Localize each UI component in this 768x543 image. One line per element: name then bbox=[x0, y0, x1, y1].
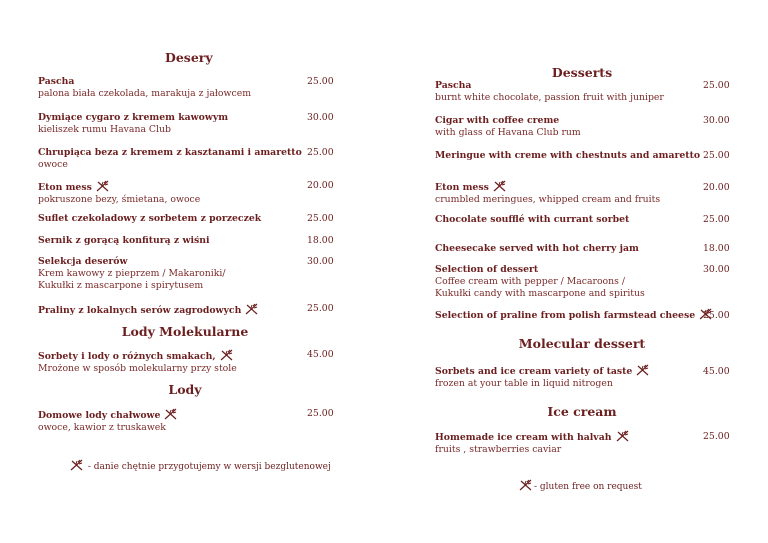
section-heading-ice-cream: Ice cream bbox=[547, 404, 617, 419]
menu-item: Eton mess crumbled meringues, whipped cream and fruits bbox=[435, 182, 661, 205]
menu-item: Dymiące cygaro z kremem kawowym kieliszek rumu Havana Club bbox=[38, 112, 229, 135]
item-price: 18.00 bbox=[307, 235, 334, 246]
item-price: 25.00 bbox=[307, 408, 334, 419]
gluten-free-note: - danie chętnie przygotujemy w wersji bezglutenowej bbox=[66, 459, 331, 472]
item-price: 25.00 bbox=[703, 150, 730, 161]
item-price: 25.00 bbox=[703, 214, 730, 225]
gluten-free-icon bbox=[635, 364, 651, 376]
menu-item: Cheesecake served with hot cherry jam bbox=[435, 243, 639, 254]
gluten-free-icon bbox=[244, 303, 260, 315]
menu-item: Pascha burnt white chocolate, passion fruit with juniper bbox=[435, 80, 664, 103]
menu-item: Meringue with creme with chestnuts and amaretto bbox=[435, 150, 701, 161]
item-price: 45.00 bbox=[703, 366, 730, 377]
item-price: 45.00 bbox=[307, 349, 334, 360]
gluten-free-icon bbox=[518, 479, 534, 491]
item-price: 25.00 bbox=[703, 431, 730, 442]
menu-item: Selection of praline from polish farmstead cheese bbox=[435, 308, 714, 322]
menu-item: Praliny z lokalnych serów zagrodowych bbox=[38, 303, 260, 317]
menu-item: Selection of dessert Coffee cream with pepper / Macaroons / Kukułki candy with mascarpone and spiritus bbox=[435, 264, 645, 299]
gluten-free-icon bbox=[163, 408, 179, 420]
menu-item: Sernik z gorącą konfiturą z wiśni bbox=[38, 235, 210, 246]
item-price: 20.00 bbox=[703, 182, 730, 193]
item-price: 25.00 bbox=[307, 147, 334, 158]
gluten-free-icon bbox=[219, 349, 235, 361]
item-price: 30.00 bbox=[307, 256, 334, 267]
item-price: 30.00 bbox=[703, 264, 730, 275]
section-heading-lody: Lody bbox=[168, 382, 202, 397]
gluten-free-icon bbox=[69, 459, 85, 471]
menu-item: Suflet czekoladowy z sorbetem z porzeczek bbox=[38, 213, 262, 224]
section-heading-desserts: Desserts bbox=[551, 65, 613, 80]
menu-item: Sorbety i lody o różnych smakach, Mrożone w sposób molekularny przy stole bbox=[38, 351, 237, 374]
gluten-free-icon bbox=[95, 180, 111, 192]
section-heading-desery: Desery bbox=[165, 50, 213, 65]
section-heading-lody-molekularne: Lody Molekularne bbox=[121, 324, 249, 339]
item-price: 30.00 bbox=[703, 115, 730, 126]
item-price: 20.00 bbox=[307, 180, 334, 191]
item-price: 25.00 bbox=[307, 213, 334, 224]
menu-item: Sorbets and ice cream variety of taste frozen at your table in liquid nitrogen bbox=[435, 364, 651, 390]
menu-item: Cigar with coffee creme with glass of Havana Club rum bbox=[435, 115, 581, 138]
gluten-free-icon bbox=[615, 430, 631, 442]
gluten-free-note: - gluten free on request bbox=[515, 479, 642, 492]
item-price: 25.00 bbox=[703, 80, 730, 91]
gluten-free-icon bbox=[492, 180, 508, 192]
menu-item: Chrupiąca beza z kremem z kasztanami i amaretto owoce bbox=[38, 147, 302, 170]
menu-item: Homemade ice cream with halvah fruits , strawberries caviar bbox=[435, 430, 631, 456]
menu-item: Chocolate soufflé with currant sorbet bbox=[435, 214, 630, 225]
section-heading-molecular-dessert: Molecular dessert bbox=[518, 336, 646, 351]
menu-item: Pascha palona biała czekolada, marakuja z jałowcem bbox=[38, 76, 252, 99]
menu-item: Domowe lody chałwowe owoce, kawior z truskawek bbox=[38, 408, 179, 434]
item-price: 30.00 bbox=[307, 112, 334, 123]
menu-item: Selekcja deserów Krem kawowy z pieprzem / Makaroniki/ Kukułki z mascarpone i spirytusem bbox=[38, 256, 226, 291]
menu-item: Eton mess pokruszone bezy, śmietana, owoce bbox=[38, 182, 201, 205]
item-price: 25.00 bbox=[307, 303, 334, 314]
item-price: 25.00 bbox=[703, 310, 730, 321]
item-price: 25.00 bbox=[307, 76, 334, 87]
item-price: 18.00 bbox=[703, 243, 730, 254]
